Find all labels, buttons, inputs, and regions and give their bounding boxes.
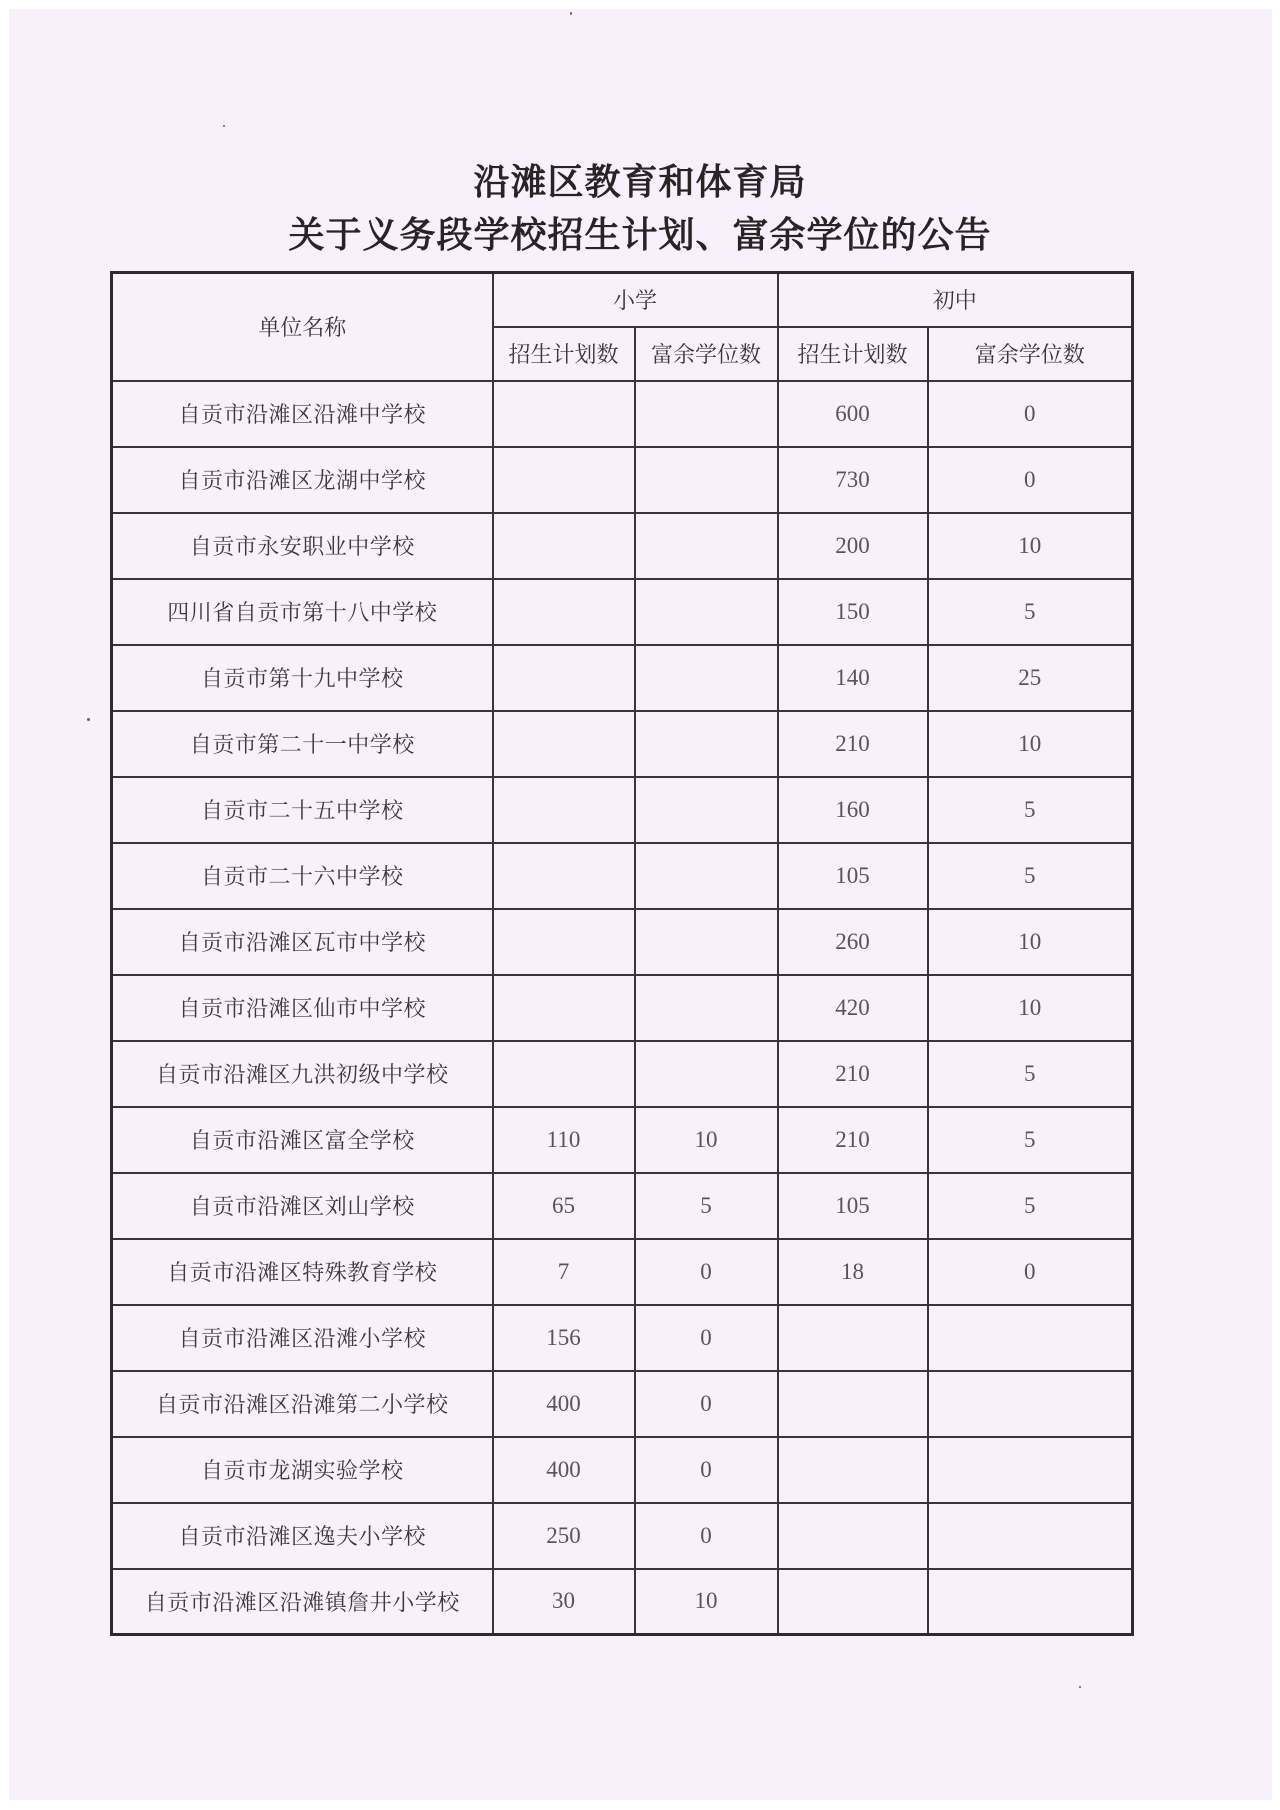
junior-plan-count: 210 [778,711,928,777]
junior-plan-count [778,1371,928,1437]
primary-surplus-count: 0 [635,1503,778,1569]
school-name: 自贡市沿滩区龙湖中学校 [112,447,493,513]
junior-surplus-count [928,1371,1133,1437]
junior-surplus-count [928,1305,1133,1371]
junior-surplus-count [928,1437,1133,1503]
header-junior-high: 初中 [778,273,1133,327]
scan-speck [87,718,90,721]
primary-surplus-count: 10 [635,1107,778,1173]
scan-speck [1079,1686,1081,1688]
junior-plan-count: 105 [778,1173,928,1239]
school-name: 自贡市沿滩区沿滩中学校 [112,381,493,447]
school-name: 自贡市沿滩区九洪初级中学校 [112,1041,493,1107]
school-name: 自贡市沿滩区瓦市中学校 [112,909,493,975]
junior-surplus-count: 25 [928,645,1133,711]
primary-surplus-count [635,909,778,975]
primary-surplus-count [635,843,778,909]
junior-plan-count [778,1437,928,1503]
school-name: 自贡市沿滩区沿滩第二小学校 [112,1371,493,1437]
junior-plan-count: 105 [778,843,928,909]
table-row [112,909,1133,975]
table-row [112,1239,1133,1305]
primary-plan-count [493,909,635,975]
school-name: 四川省自贡市第十八中学校 [112,579,493,645]
header-primary-surplus: 富余学位数 [635,327,778,381]
header-junior-surplus: 富余学位数 [928,327,1133,381]
primary-plan-count [493,579,635,645]
table-row [112,645,1133,711]
header-junior-plan: 招生计划数 [778,327,928,381]
table-row [112,711,1133,777]
junior-surplus-count: 5 [928,777,1133,843]
junior-surplus-count: 5 [928,1041,1133,1107]
table-row [112,447,1133,513]
junior-plan-count: 260 [778,909,928,975]
primary-plan-count [493,513,635,579]
school-name: 自贡市二十五中学校 [112,777,493,843]
header-unit-name: 单位名称 [112,273,493,381]
primary-plan-count: 7 [493,1239,635,1305]
school-name: 自贡市沿滩区特殊教育学校 [112,1239,493,1305]
primary-plan-count [493,1041,635,1107]
table-row [112,843,1133,909]
primary-surplus-count: 10 [635,1569,778,1635]
primary-plan-count [493,711,635,777]
school-name: 自贡市沿滩区沿滩镇詹井小学校 [112,1569,493,1635]
junior-plan-count: 160 [778,777,928,843]
primary-surplus-count [635,513,778,579]
primary-surplus-count: 0 [635,1437,778,1503]
junior-surplus-count: 0 [928,1239,1133,1305]
junior-surplus-count: 10 [928,975,1133,1041]
junior-plan-count [778,1305,928,1371]
primary-plan-count [493,843,635,909]
junior-surplus-count [928,1503,1133,1569]
document-title-line2: 关于义务段学校招生计划、富余学位的公告 [288,214,992,256]
primary-plan-count [493,447,635,513]
scan-speck [570,12,572,15]
junior-surplus-count: 10 [928,513,1133,579]
junior-plan-count: 200 [778,513,928,579]
primary-plan-count: 110 [493,1107,635,1173]
table-row [112,1569,1133,1635]
header-row-groups [112,273,1133,327]
primary-plan-count [493,645,635,711]
school-name: 自贡市永安职业中学校 [112,513,493,579]
junior-plan-count: 730 [778,447,928,513]
school-name: 自贡市沿滩区仙市中学校 [112,975,493,1041]
table-row [112,1041,1133,1107]
primary-plan-count: 250 [493,1503,635,1569]
primary-surplus-count: 0 [635,1305,778,1371]
table-row [112,975,1133,1041]
primary-plan-count: 400 [493,1371,635,1437]
table-row [112,1371,1133,1437]
junior-plan-count [778,1569,928,1635]
scan-speck [223,125,225,127]
document-title-line1: 沿滩区教育和体育局 [473,161,807,203]
junior-surplus-count: 5 [928,1107,1133,1173]
header-primary-school: 小学 [493,273,778,327]
table-row [112,381,1133,447]
primary-surplus-count [635,975,778,1041]
primary-surplus-count [635,579,778,645]
primary-surplus-count: 0 [635,1239,778,1305]
school-name: 自贡市沿滩区沿滩小学校 [112,1305,493,1371]
junior-surplus-count: 5 [928,843,1133,909]
primary-plan-count: 65 [493,1173,635,1239]
junior-surplus-count: 5 [928,1173,1133,1239]
primary-surplus-count [635,645,778,711]
junior-surplus-count: 10 [928,711,1133,777]
primary-surplus-count [635,447,778,513]
school-name: 自贡市龙湖实验学校 [112,1437,493,1503]
junior-surplus-count [928,1569,1133,1635]
table-row [112,1437,1133,1503]
school-name: 自贡市沿滩区刘山学校 [112,1173,493,1239]
table-row [112,1503,1133,1569]
primary-plan-count [493,777,635,843]
junior-plan-count: 600 [778,381,928,447]
table-row [112,1305,1133,1371]
school-name: 自贡市第十九中学校 [112,645,493,711]
table-row [112,1173,1133,1239]
junior-plan-count: 140 [778,645,928,711]
enrollment-table [110,271,1134,1636]
primary-plan-count: 156 [493,1305,635,1371]
junior-surplus-count: 10 [928,909,1133,975]
primary-surplus-count [635,777,778,843]
table-row [112,777,1133,843]
junior-plan-count [778,1503,928,1569]
header-primary-plan: 招生计划数 [493,327,635,381]
table-row [112,513,1133,579]
junior-plan-count: 210 [778,1107,928,1173]
school-name: 自贡市第二十一中学校 [112,711,493,777]
primary-plan-count [493,975,635,1041]
primary-plan-count: 30 [493,1569,635,1635]
primary-plan-count: 400 [493,1437,635,1503]
primary-surplus-count [635,381,778,447]
junior-plan-count: 420 [778,975,928,1041]
table-body [112,381,1133,1635]
junior-plan-count: 210 [778,1041,928,1107]
primary-surplus-count [635,711,778,777]
junior-plan-count: 18 [778,1239,928,1305]
school-name: 自贡市沿滩区逸夫小学校 [112,1503,493,1569]
junior-surplus-count: 0 [928,447,1133,513]
school-name: 自贡市二十六中学校 [112,843,493,909]
primary-surplus-count: 5 [635,1173,778,1239]
junior-plan-count: 150 [778,579,928,645]
table-row [112,579,1133,645]
primary-surplus-count [635,1041,778,1107]
school-name: 自贡市沿滩区富全学校 [112,1107,493,1173]
junior-surplus-count: 5 [928,579,1133,645]
primary-plan-count [493,381,635,447]
table-row [112,1107,1133,1173]
junior-surplus-count: 0 [928,381,1133,447]
primary-surplus-count: 0 [635,1371,778,1437]
